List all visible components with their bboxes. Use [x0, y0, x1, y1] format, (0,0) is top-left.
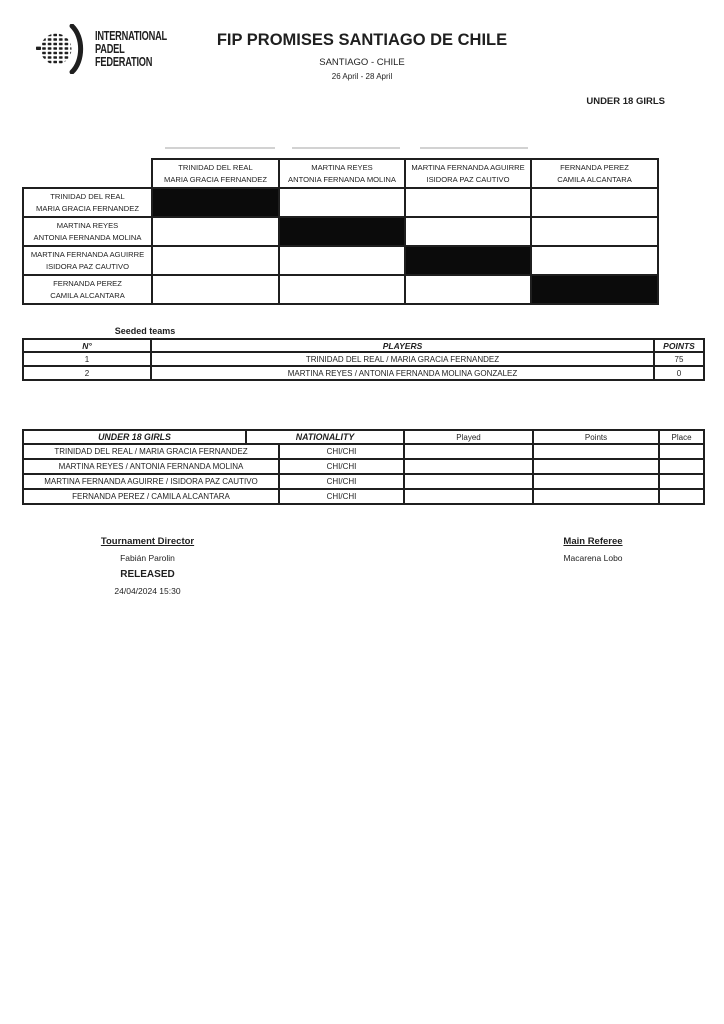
standings-place	[659, 444, 704, 459]
seed-points: 75	[654, 352, 704, 366]
standings-header-nationality: NATIONALITY	[246, 430, 404, 444]
standings-nationality: CHI/CHI	[279, 489, 404, 504]
standings-played	[404, 489, 533, 504]
seeded-header-number: N°	[23, 339, 151, 352]
crosstable-row-1	[23, 188, 658, 217]
seed-number: 1	[23, 352, 151, 366]
team-line: ISIDORA PAZ CAUTIVO	[426, 174, 510, 184]
team-line: FERNANDA PEREZ	[560, 163, 629, 173]
tournament-director-block	[60, 536, 235, 596]
seed-players: TRINIDAD DEL REAL / MARIA GRACIA FERNANDEZ	[151, 352, 654, 366]
result-cell	[531, 246, 658, 275]
team-line: TRINIDAD DEL REAL	[50, 192, 125, 202]
team-line: MARIA GRACIA FERNANDEZ	[164, 174, 267, 184]
result-cell	[405, 188, 531, 217]
team-line: MARTINA FERNANDA AGUIRRE	[30, 250, 145, 260]
result-cell	[531, 188, 658, 217]
crosstable-row-header-3	[23, 246, 152, 275]
team-line: MARIA GRACIA FERNANDEZ	[36, 203, 139, 213]
diagonal-blocked-cell	[531, 275, 658, 304]
release-timestamp: 24/04/2024 15:30	[114, 586, 181, 596]
team-line: FERNANDA PEREZ	[53, 279, 122, 289]
standings-played	[404, 444, 533, 459]
crosstable-row-header-2	[23, 217, 152, 246]
standings-team: MARTINA REYES / ANTONIA FERNANDA MOLINA	[23, 459, 279, 474]
team-line: MARTINA FERNANDA AGUIRRE	[411, 163, 525, 173]
diagonal-blocked-cell	[279, 217, 405, 246]
result-cell	[279, 275, 405, 304]
seed-points: 0	[654, 366, 704, 380]
seeded-teams-label: Seeded teams	[114, 326, 176, 336]
standings-place	[659, 489, 704, 504]
diagonal-blocked-cell	[152, 188, 279, 217]
crosstable-corner-cell	[23, 159, 152, 188]
seeded-header-players: PLAYERS	[151, 339, 654, 352]
result-cell	[531, 217, 658, 246]
result-cell	[279, 188, 405, 217]
standings-points	[533, 474, 659, 489]
result-cell	[152, 275, 279, 304]
standings-header-row	[23, 430, 704, 444]
crosstable-col-header-3	[405, 159, 531, 188]
page-title: FIP PROMISES SANTIAGO DE CHILE	[216, 31, 508, 49]
standings-played	[404, 459, 533, 474]
round-robin-table	[22, 158, 659, 305]
category-label: UNDER 18 GIRLS	[586, 96, 665, 107]
team-line: ANTONIA FERNANDA MOLINA	[288, 174, 396, 184]
seed-players: MARTINA REYES / ANTONIA FERNANDA MOLINA GONZALEZ	[151, 366, 654, 380]
scan-artifact	[292, 147, 400, 149]
crosstable-header-row	[23, 159, 658, 188]
standings-team: MARTINA FERNANDA AGUIRRE / ISIDORA PAZ CAUTIVO	[23, 474, 279, 489]
crosstable-row-header-4	[23, 275, 152, 304]
logo-line-2: PADEL	[95, 41, 125, 56]
standings-points	[533, 444, 659, 459]
team-line: CAMILA ALCANTARA	[50, 290, 125, 300]
team-line: TRINIDAD DEL REAL	[178, 163, 253, 173]
main-referee-label: Main Referee	[563, 536, 623, 547]
team-line: ANTONIA FERNANDA MOLINA	[33, 232, 142, 242]
seeded-header-points: POINTS	[654, 339, 704, 352]
standings-header-points: Points	[533, 430, 659, 444]
seeded-row-2	[23, 366, 704, 380]
crosstable-row-2	[23, 217, 658, 246]
result-cell	[152, 217, 279, 246]
standings-points	[533, 489, 659, 504]
standings-header-group: UNDER 18 GIRLS	[23, 430, 246, 444]
standings-row-1	[23, 444, 704, 459]
tournament-director-label: Tournament Director	[100, 536, 195, 547]
team-line: CAMILA ALCANTARA	[557, 174, 632, 184]
seeded-header-row	[23, 339, 704, 352]
seed-number: 2	[23, 366, 151, 380]
standings-place	[659, 459, 704, 474]
released-status: RELEASED	[120, 569, 175, 580]
standings-team: FERNANDA PEREZ / CAMILA ALCANTARA	[23, 489, 279, 504]
seeded-teams-table	[22, 338, 705, 381]
standings-row-2	[23, 459, 704, 474]
standings-header-played: Played	[404, 430, 533, 444]
result-cell	[279, 246, 405, 275]
crosstable-row-4	[23, 275, 658, 304]
standings-header-place: Place	[659, 430, 704, 444]
standings-team: TRINIDAD DEL REAL / MARIA GRACIA FERNANDEZ	[23, 444, 279, 459]
standings-row-4	[23, 489, 704, 504]
standings-played	[404, 474, 533, 489]
standings-nationality: CHI/CHI	[279, 459, 404, 474]
result-cell	[152, 246, 279, 275]
scan-artifact	[420, 147, 528, 149]
standings-place	[659, 474, 704, 489]
crosstable-row-header-1	[23, 188, 152, 217]
crosstable-col-header-2	[279, 159, 405, 188]
team-line: MARTINA REYES	[311, 163, 373, 173]
standings-nationality: CHI/CHI	[279, 444, 404, 459]
standings-row-3	[23, 474, 704, 489]
team-line: MARTINA REYES	[56, 221, 119, 231]
event-location: SANTIAGO - CHILE	[319, 57, 405, 68]
result-cell	[405, 275, 531, 304]
tournament-director-name: Fabián Parolin	[120, 553, 175, 563]
result-cell	[405, 217, 531, 246]
scan-artifact	[165, 147, 275, 149]
seeded-row-1	[23, 352, 704, 366]
standings-table	[22, 429, 705, 505]
event-dates: 26 April - 28 April	[331, 72, 393, 81]
logo-line-1: INTERNATIONAL	[95, 28, 167, 43]
crosstable-row-3	[23, 246, 658, 275]
crosstable-col-header-4	[531, 159, 658, 188]
standings-points	[533, 459, 659, 474]
main-referee-name: Macarena Lobo	[563, 553, 623, 563]
team-line: ISIDORA PAZ CAUTIVO	[46, 261, 129, 271]
main-referee-block	[520, 536, 666, 563]
standings-nationality: CHI/CHI	[279, 474, 404, 489]
crosstable-col-header-1	[152, 159, 279, 188]
diagonal-blocked-cell	[405, 246, 531, 275]
logo-line-3: FEDERATION	[95, 54, 153, 69]
